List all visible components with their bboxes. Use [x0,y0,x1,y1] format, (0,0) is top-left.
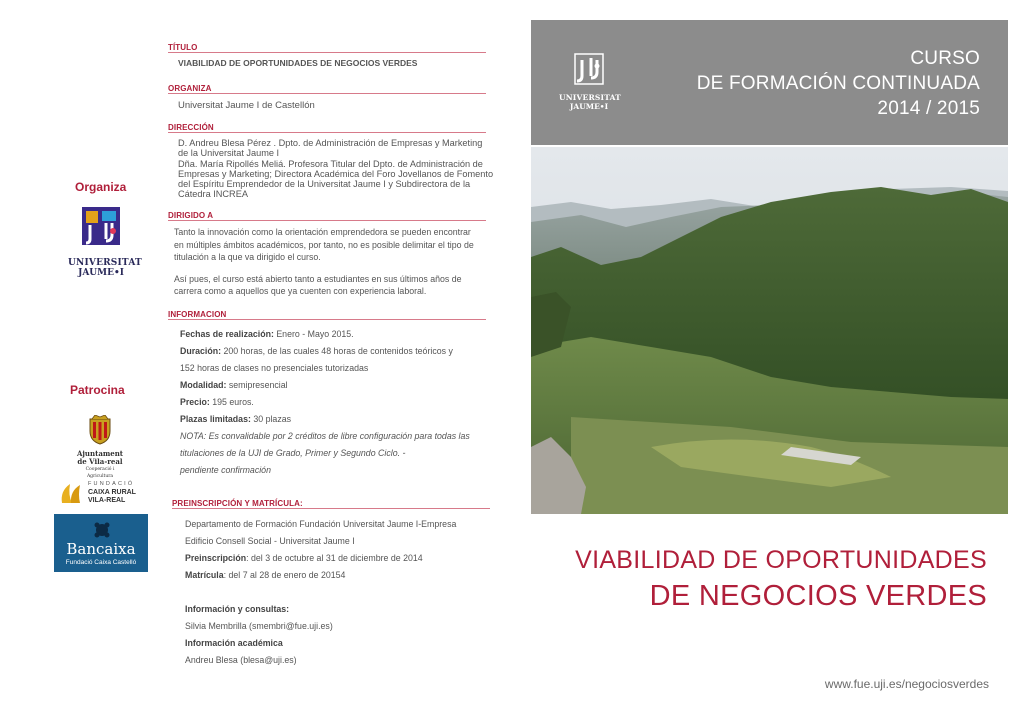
organiza-rule [168,93,486,94]
course-url-link[interactable]: www.fue.uji.es/negociosverdes [824,677,989,691]
informacion-section-title: INFORMACION [168,310,227,319]
bancaixa-logo [54,514,148,572]
cover-logo-line1: UNIVERSITAT [559,93,621,102]
ajuntament-line3: Cooperació i Agricultura [85,467,115,479]
info-nota-2: titulaciones de la UJI de Grado, Primer y Segundo Ciclo. - [180,448,406,458]
cover-uji-logo [559,52,619,111]
pre-line-1: Departamento de Formación Fundación Universitat Jaume I-Empresa [185,519,457,529]
pre-matricula: Matrícula: del 7 al 28 de enero de 20154 [185,570,346,580]
caixa-rural-line3: VILA-REAL [88,497,126,504]
uji-logo-line2: JAUME•I [78,268,124,278]
dirigido-text [174,226,474,298]
info-modalidad: Modalidad: semipresencial [180,380,288,390]
ajuntament-line2: de Vila-real [77,457,123,466]
info-precio: Precio: 195 euros. [180,397,254,407]
cover-header [531,20,1008,145]
preinscripcion-text [185,516,456,669]
direccion-text [178,138,493,200]
organiza-label: Organiza [75,180,127,194]
bancaixa-sub: Fundació Caixa Castelló [65,559,137,566]
bancaixa-name: Bancaixa [66,540,136,558]
info-duracion-2: 152 horas de clases no presenciales tutorizadas [180,363,369,373]
cover-title-line2: DE NEGOCIOS VERDES [649,580,987,612]
caixa-rural-logo [58,481,150,507]
info-nota-3: pendiente confirmación [180,465,271,475]
direccion-line-4: Empresas y Marketing; Directora Académica del Foro Jovellanos de Fomento [178,168,494,179]
pre-info-key: Información y consultas: [185,604,290,614]
direccion-line-1: D. Andreu Blesa Pérez . Dpto. de Administración de Empresas y Marketing [178,138,483,148]
info-fechas: Fechas de realización: Enero - Mayo 2015. [180,329,354,339]
titulo-rule [168,52,486,53]
landscape-photo [531,147,1008,514]
cover-header-line1: CURSO [910,48,980,69]
informacion-text [180,326,470,479]
uji-logo-white-icon [571,52,607,88]
info-nota-1: NOTA: Es convalidable por 2 créditos de libre configuración para todas las [180,431,470,441]
cover-title-line1: VIABILIDAD DE OPORTUNIDADES [575,546,987,574]
direccion-line-3: Dña. María Ripollés Meliá. Profesora Titular del Dpto. de Administración de [178,158,483,169]
patrocina-label: Patrocina [70,383,125,397]
preinscripcion-rule [172,508,490,509]
direccion-line-2: de la Universitat Jaume I [178,148,280,159]
caixa-rural-line2: CAIXA RURAL [88,489,136,496]
uji-logo-line1: UNIVERSITAT [68,258,142,268]
dirigido-section-title: DIRIGIDO A [168,211,214,220]
dirigido-line-4: Así pues, el curso está abierto tanto a estudiantes en sus últimos años de [174,273,462,284]
titulo-section-title: TÍTULO [168,43,198,52]
uji-logo-icon [68,205,134,253]
pre-acad-contact[interactable]: Andreu Blesa (blesa@uji.es) [185,655,297,665]
direccion-rule [168,132,486,133]
ajuntament-logo [72,415,128,480]
coat-of-arms-icon [87,415,113,445]
caixa-rural-icon [58,481,86,507]
organiza-section-title: ORGANIZA [168,84,212,93]
pre-preinscripcion: Preinscripción: del 3 de octubre al 31 de diciembre de 2014 [185,553,423,563]
uji-logo-left [68,205,142,278]
dirigido-line-1: Tanto la innovación como la orientación emprendedora se pueden encontrar [174,227,471,237]
preinscripcion-section-title: PREINSCRIPCIÓN Y MATRÍCULA: [172,499,303,508]
dirigido-line-2: en múltiples ámbitos académicos, por tanto, no es posible delimitar el tipo de [174,239,474,250]
info-duracion: Duración: 200 horas, de las cuales 48 horas de contenidos teóricos y [180,346,453,356]
pre-line-2: Edificio Consell Social - Universitat Jaume I [185,536,355,546]
pre-info-contact[interactable]: Silvia Membrilla (smembri@fue.uji.es) [185,621,333,631]
cover-header-line2: DE FORMACIÓN CONTINUADA [696,73,980,94]
dirigido-rule [168,220,486,221]
titulo-text: VIABILIDAD DE OPORTUNIDADES DE NEGOCIOS VERDES [178,58,418,68]
bancaixa-icon [92,520,112,540]
direccion-line-6: Cátedra INCREA [178,189,248,200]
caixa-rural-line1: FUNDACIÓ [88,481,135,487]
organiza-text: Universitat Jaume I de Castellón [178,100,315,111]
dirigido-line-5: carrera como a aquellos que ya cuenten con experiencia laboral. [174,286,427,296]
mountain-landscape-image [531,147,1008,514]
informacion-rule [168,319,486,320]
cover-logo-line2: JAUME•I [569,102,609,111]
cover-header-text [697,46,980,121]
ajuntament-line1: Ajuntament [76,449,124,458]
dirigido-line-3: titulación a la que va dirigido el curso. [174,252,321,262]
direccion-line-5: del Espíritu Emprendedor de la Universitat Jaume I y Subdirectora de la [178,179,471,190]
pre-acad-key: Información académica [185,638,283,648]
info-plazas: Plazas limitadas: 30 plazas [180,414,292,424]
cover-header-line3: 2014 / 2015 [877,98,980,119]
direccion-section-title: DIRECCIÓN [168,123,214,132]
